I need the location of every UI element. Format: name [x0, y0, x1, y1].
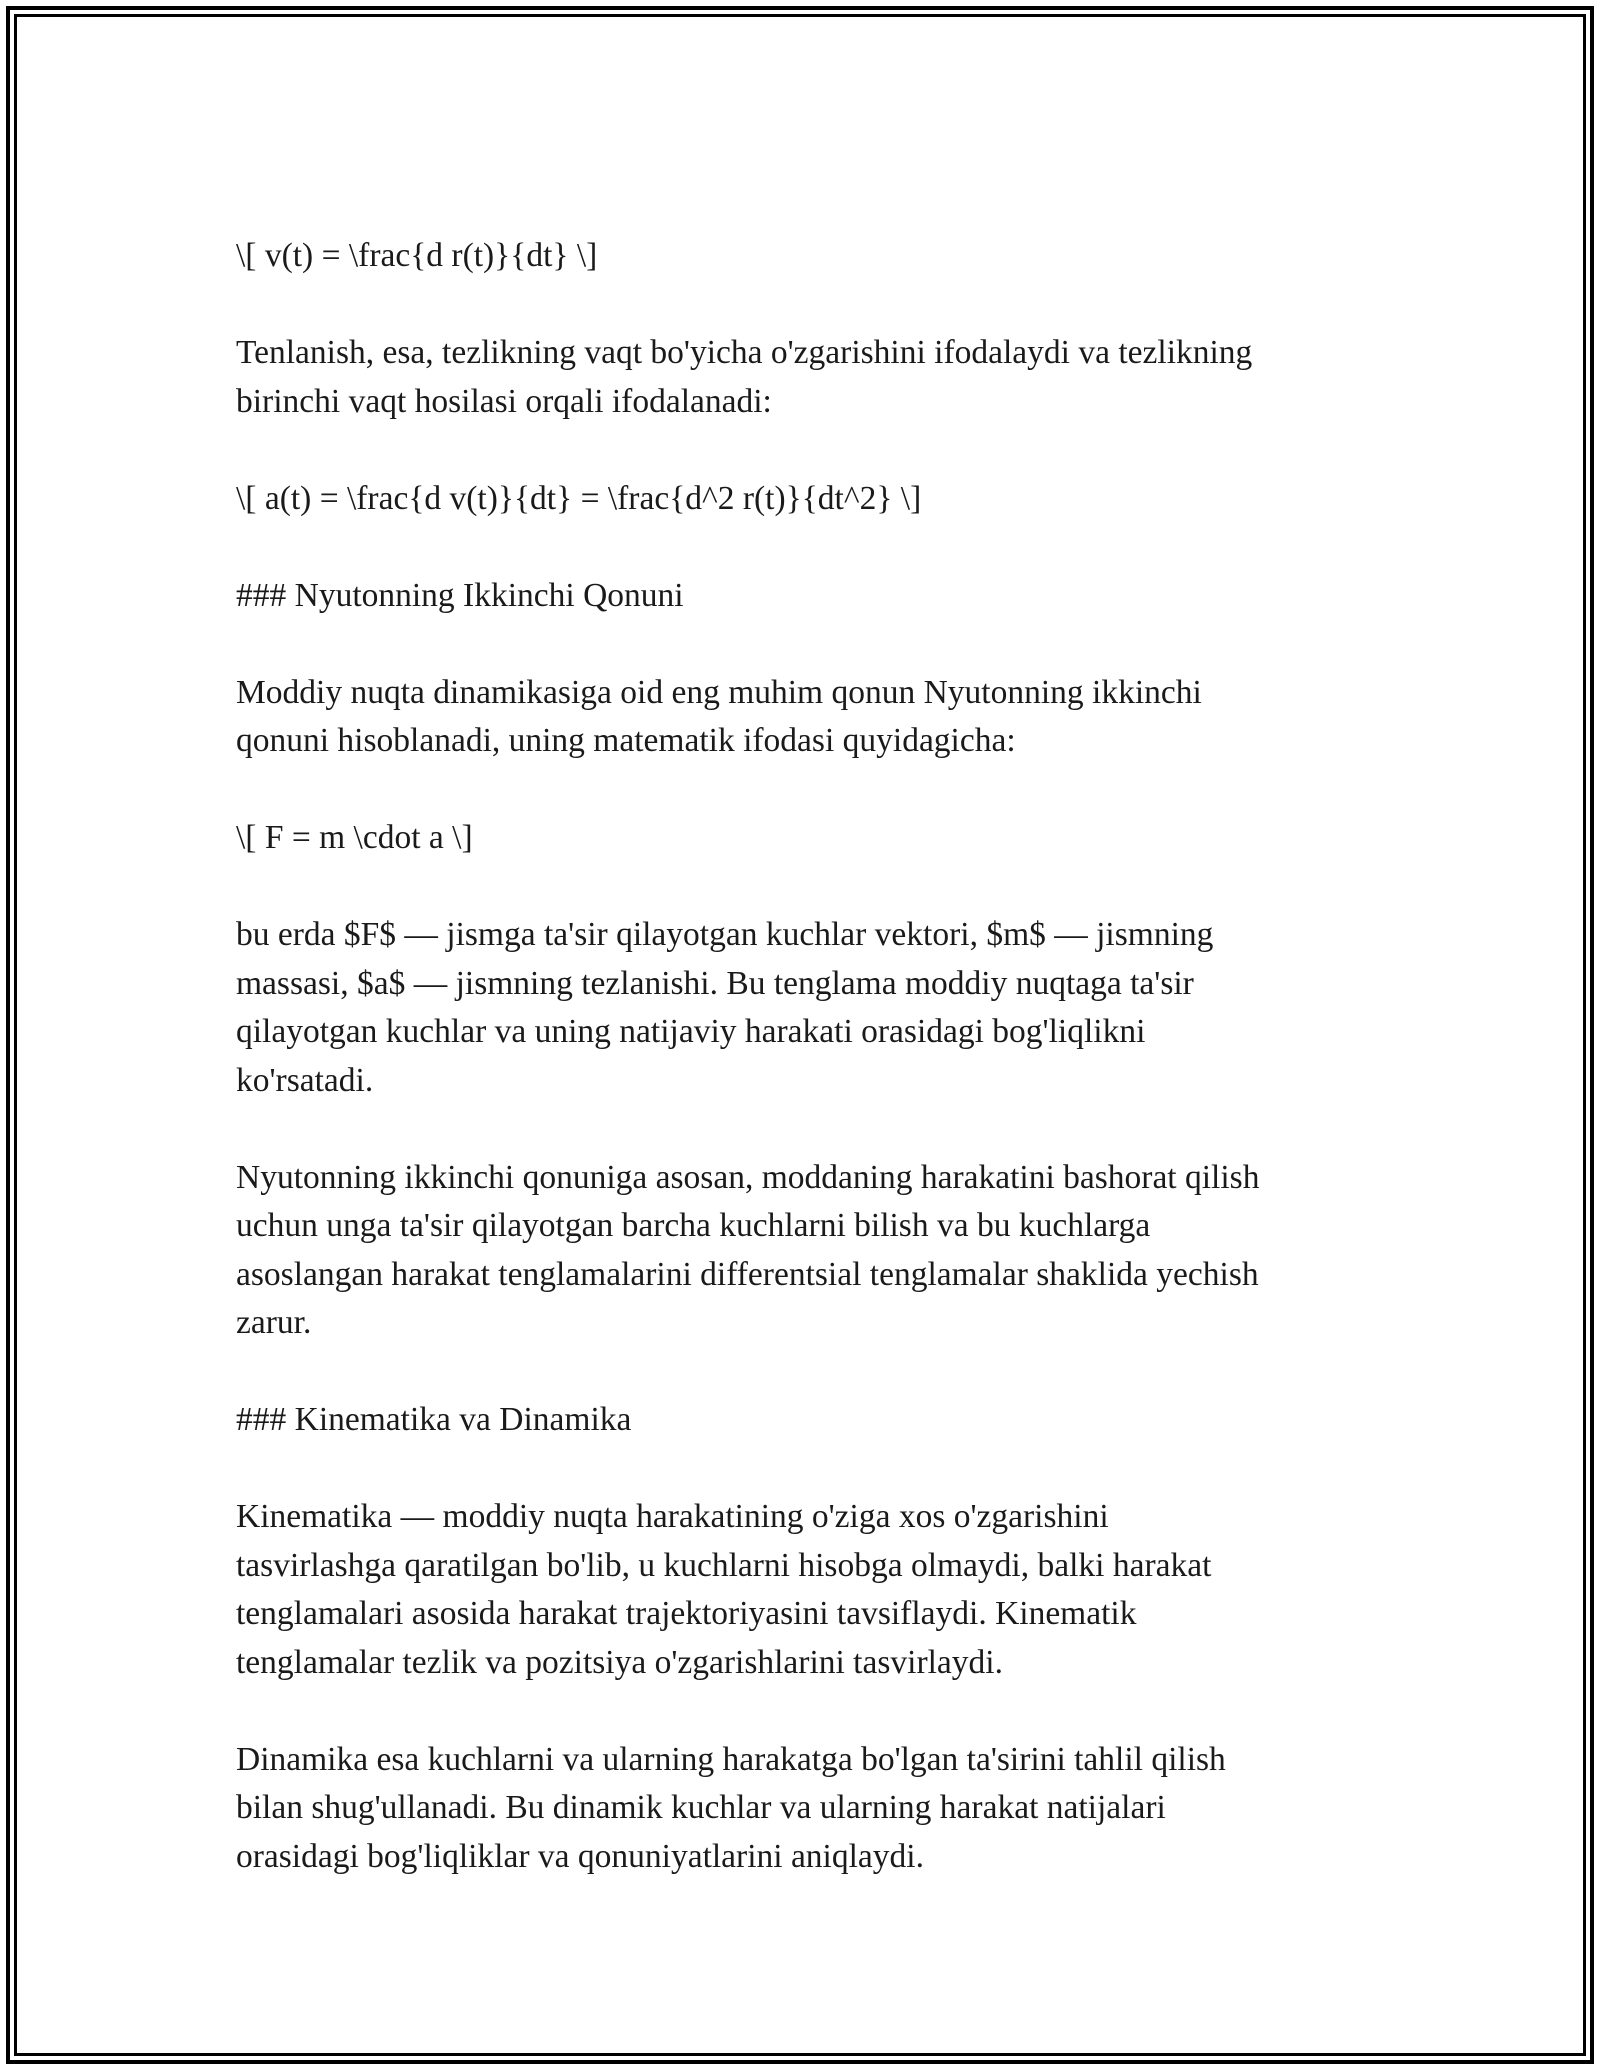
formula-acceleration: \[ a(t) = \frac{d v(t)}{dt} = \frac{d^2 r(t)}{dt^2} \] — [236, 479, 922, 517]
heading-newton-second-law: ### Nyutonning Ikkinchi Qonuni — [236, 576, 684, 614]
formula-force: \[ F = m \cdot a \] — [236, 819, 473, 856]
document-body — [236, 232, 1376, 1881]
paragraph-dynamics: Dinamika esa kuchlarni va ularning harakatga bo'lgan ta'sirini tahlil qilish bilan shug'ullanadi. Bu dinamik kuchlar va ularning harakat natijalari orasidagi bog'liqliklar va qonuniyatlarini aniqlaydi. — [236, 1740, 1226, 1875]
formula-velocity: \[ v(t) = \frac{d r(t)}{dt} \] — [236, 237, 598, 274]
paragraph-newton-intro: Moddiy nuqta dinamikasiga oid eng muhim qonun Nyutonning ikkinchi qonuni hisoblanadi, uning matematik ifodasi quyidagicha: — [236, 673, 1202, 759]
paragraph-acceleration-intro: Tenlanish, esa, tezlikning vaqt bo'yicha o'zgarishini ifodalaydi va tezlikning birinchi vaqt hosilasi orqali ifodalanadi: — [236, 334, 1253, 420]
heading-kinematics-dynamics: ### Kinematika va Dinamika — [236, 1401, 632, 1438]
paragraph-newton-prediction: Nyutonning ikkinchi qonuniga asosan, moddaning harakatini bashorat qilish uchun unga ta'sir qilayotgan barcha kuchlarni bilish va bu kuchlarga asoslangan harakat tenglamalarini differentsial tenglamalar shaklida yechish zarur. — [236, 1158, 1260, 1341]
paragraph-force-explanation: bu erda $F$ — jismga ta'sir qilayotgan kuchlar vektori, $m$ — jismning massasi, $a$ — jismning tezlanishi. Bu tenglama moddiy nuqtaga ta'sir qilayotgan kuchlar va uning natijaviy harakati orasidagi bog'liqlikni ko'rsatadi. — [236, 916, 1214, 1099]
paragraph-kinematics: Kinematika — moddiy nuqta harakatining o'ziga xos o'zgarishini tasvirlashga qaratilgan bo'lib, u kuchlarni hisobga olmaydi, balki harakat tenglamalari asosida harakat trajektoriyasini tavsiflaydi. Kinematik tenglamalar tezlik va pozitsiya o'zgarishlarini tasvirlaydi. — [236, 1498, 1212, 1681]
